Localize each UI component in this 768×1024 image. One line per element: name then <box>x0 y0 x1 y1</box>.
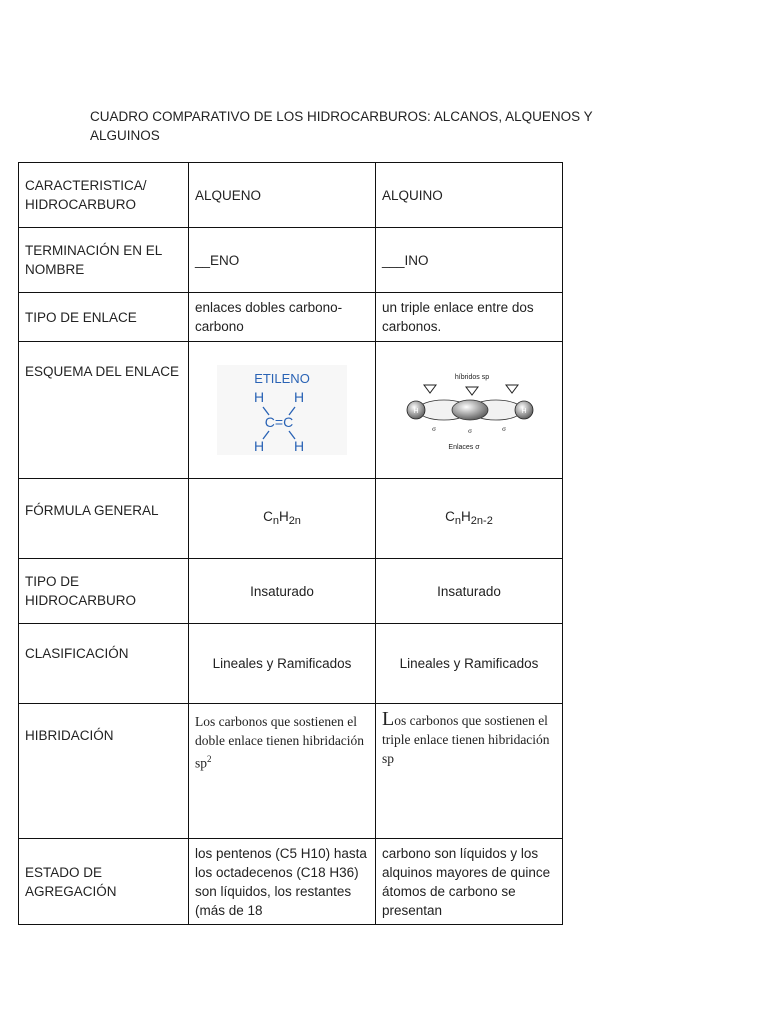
svg-text:H: H <box>293 389 305 405</box>
tipo-enlace-alqueno: enlaces dobles carbono-carbono <box>189 293 376 342</box>
label-terminacion: TERMINACIÓN EN EL NOMBRE <box>19 228 189 293</box>
header-alqueno: ALQUENO <box>189 163 376 228</box>
label-tipo-hidrocarburo: TIPO DE HIDROCARBURO <box>19 559 189 624</box>
label-esquema: ESQUEMA DEL ENLACE <box>19 342 189 479</box>
estado-alquino: carbono son líquidos y los alquinos mayores de quince átomos de carbono se presentan <box>376 839 563 925</box>
table-row-header <box>19 163 563 228</box>
formula-alqueno: $C_nH_{2n}$ <box>189 479 376 559</box>
ethylene-diagram <box>217 365 347 455</box>
tipo-hidrocarburo-alqueno: Insaturado <box>189 559 376 624</box>
tipo-enlace-alquino: un triple enlace entre dos carbonos. <box>376 293 563 342</box>
svg-text:σ: σ <box>432 425 436 433</box>
svg-text:H: H <box>253 438 265 454</box>
svg-text:C=C: C=C <box>264 414 294 430</box>
svg-text:Enlaces σ: Enlaces σ <box>448 444 480 451</box>
hibridacion-alquino: Los carbonos que sostienen el triple enlace tienen hibridación sp <box>376 704 563 839</box>
table-row-tipo-hidrocarburo <box>19 559 563 624</box>
clasificacion-alqueno: Lineales y Ramificados <box>189 624 376 704</box>
esquema-alqueno <box>189 342 376 479</box>
esquema-alquino <box>376 342 563 479</box>
terminacion-alquino: ___INO <box>376 228 563 293</box>
table-row-hibridacion <box>19 704 563 839</box>
ethylene-title: ETILENO <box>254 371 310 386</box>
svg-text:σ: σ <box>468 427 472 435</box>
table-row-terminacion <box>19 228 563 293</box>
table-row-formula <box>19 479 563 559</box>
clasificacion-alquino: Lineales y Ramificados <box>376 624 563 704</box>
document-title: CUADRO COMPARATIVO DE LOS HIDROCARBUROS: ALCANOS, ALQUENOS Y ALGUINOS <box>90 109 593 143</box>
hibridacion-alqueno: Los carbonos que sostienen el doble enlace tienen hibridación $sp^2$ <box>189 704 376 839</box>
comparison-table <box>18 162 563 925</box>
table-row-estado <box>19 839 563 925</box>
sp-hybrid-diagram <box>404 365 534 455</box>
label-tipo-enlace: TIPO DE ENLACE <box>19 293 189 342</box>
estado-alqueno: los pentenos (C5 H10) hasta los octadecenos (C18 H36) son líquidos, los restantes (más de 18 <box>189 839 376 925</box>
header-alquino: ALQUINO <box>376 163 563 228</box>
terminacion-alqueno: __ENO <box>189 228 376 293</box>
svg-text:σ: σ <box>502 425 506 433</box>
label-estado: ESTADO DE AGREGACIÓN <box>19 839 189 925</box>
formula-alquino: $C_nH_{2n-2}$ <box>376 479 563 559</box>
label-hibridacion: HIBRIDACIÓN <box>19 704 189 839</box>
label-clasificacion: CLASIFICACIÓN <box>19 624 189 704</box>
table-row-esquema <box>19 342 563 479</box>
svg-text:H: H <box>253 389 265 405</box>
svg-text:H: H <box>521 408 527 415</box>
table-row-tipo-enlace <box>19 293 563 342</box>
header-caracteristica: CARACTERISTICA/ HIDROCARBURO <box>19 163 189 228</box>
svg-text:híbridos sp: híbridos sp <box>454 374 490 381</box>
svg-text:H: H <box>413 408 419 415</box>
label-formula: FÓRMULA GENERAL <box>19 479 189 559</box>
svg-text:H: H <box>293 438 305 454</box>
table-row-clasificacion <box>19 624 563 704</box>
tipo-hidrocarburo-alquino: Insaturado <box>376 559 563 624</box>
